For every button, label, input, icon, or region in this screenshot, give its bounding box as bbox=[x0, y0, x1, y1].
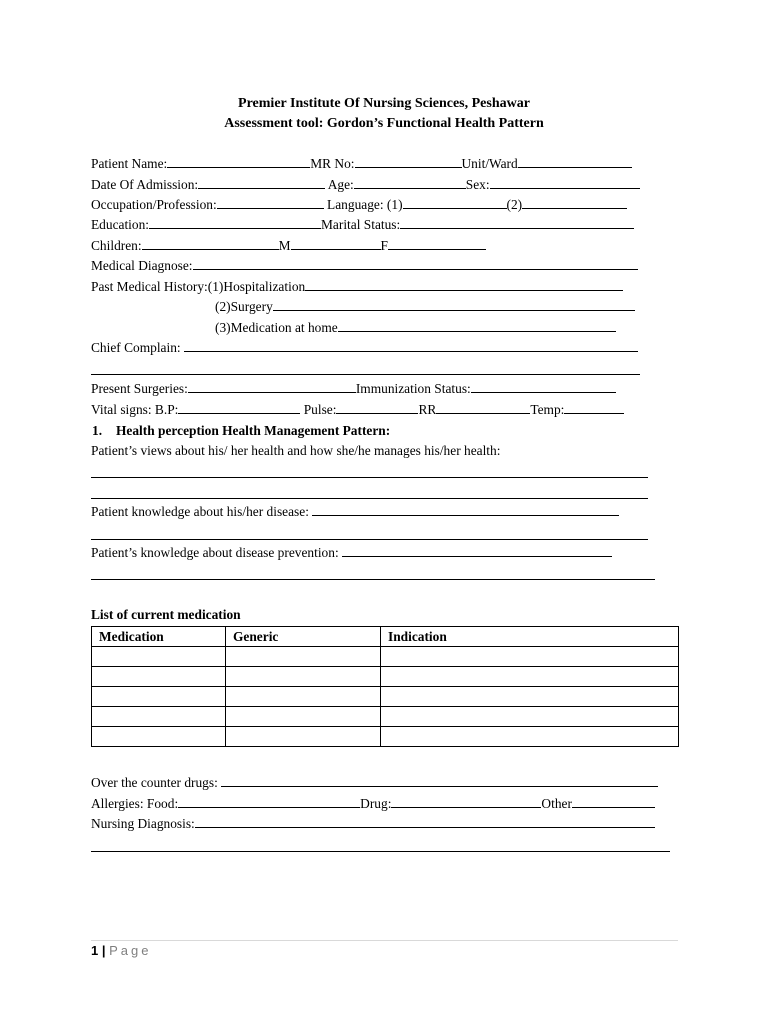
children-field[interactable] bbox=[142, 237, 279, 250]
form-title: Assessment tool: Gordon’s Functional Health Pattern bbox=[224, 116, 544, 131]
nursing-diagnosis-line[interactable] bbox=[91, 851, 670, 852]
section-1-title: Health perception Health Management Pattern: bbox=[116, 423, 391, 438]
footer-divider bbox=[91, 940, 678, 941]
table-row bbox=[92, 727, 679, 747]
table-row bbox=[92, 687, 679, 707]
language-label: Language: (1) bbox=[323, 197, 403, 212]
pulse-label: Pulse: bbox=[300, 402, 337, 417]
page-number: 1 bbox=[91, 943, 99, 958]
generic-cell[interactable] bbox=[226, 687, 381, 707]
allergies-row bbox=[91, 795, 655, 813]
disease-knowledge-row bbox=[91, 503, 619, 521]
allergies-other-field[interactable] bbox=[572, 795, 655, 808]
female-label: F bbox=[380, 238, 388, 253]
bp-field[interactable] bbox=[178, 401, 300, 414]
past-history-label: Past Medical History:(1)Hospitalization bbox=[91, 279, 306, 294]
chief-complain-line[interactable] bbox=[91, 374, 640, 375]
surgery-label: (2)Surgery bbox=[215, 299, 273, 314]
medication-table bbox=[91, 626, 679, 747]
nursing-diagnosis-label: Nursing Diagnosis: bbox=[91, 816, 195, 831]
medication-home-field[interactable] bbox=[338, 319, 616, 332]
section-1-heading bbox=[92, 422, 391, 440]
generic-cell[interactable] bbox=[226, 667, 381, 687]
allergies-drug-field[interactable] bbox=[391, 795, 541, 808]
patient-name-row bbox=[91, 155, 632, 173]
mr-no-field[interactable] bbox=[355, 155, 462, 168]
column-header-medication: Medication bbox=[92, 627, 226, 647]
surgery-row bbox=[215, 298, 635, 316]
education-field[interactable] bbox=[149, 216, 321, 229]
indication-cell[interactable] bbox=[381, 687, 679, 707]
temp-label: Temp: bbox=[530, 402, 565, 417]
otc-drugs-field[interactable] bbox=[221, 774, 658, 787]
medication-table-title: List of current medication bbox=[91, 607, 241, 622]
medical-diagnose-row bbox=[91, 257, 638, 275]
female-field[interactable] bbox=[388, 237, 486, 250]
indication-cell[interactable] bbox=[381, 707, 679, 727]
column-header-indication: Indication bbox=[381, 627, 679, 647]
allergies-drug-label: Drug: bbox=[360, 796, 392, 811]
patient-name-field[interactable] bbox=[167, 155, 310, 168]
education-row bbox=[91, 216, 634, 234]
disease-prevention-label: Patient’s knowledge about disease prevention: bbox=[91, 545, 343, 560]
allergies-food-label: Allergies: Food: bbox=[91, 796, 179, 811]
medication-cell[interactable] bbox=[92, 707, 226, 727]
indication-cell[interactable] bbox=[381, 667, 679, 687]
medication-cell[interactable] bbox=[92, 667, 226, 687]
page-label: Page bbox=[109, 943, 152, 958]
children-label: Children: bbox=[91, 238, 142, 253]
institute-title: Premier Institute Of Nursing Sciences, Peshawar bbox=[238, 96, 530, 111]
language1-field[interactable] bbox=[403, 196, 507, 209]
admission-row bbox=[91, 176, 640, 194]
chief-complain-row bbox=[91, 339, 638, 357]
disease-knowledge-field[interactable] bbox=[312, 503, 619, 516]
indication-cell[interactable] bbox=[381, 647, 679, 667]
date-admission-label: Date Of Admission: bbox=[91, 177, 199, 192]
language2-field[interactable] bbox=[522, 196, 627, 209]
surgery-field[interactable] bbox=[273, 298, 635, 311]
vital-signs-row bbox=[91, 401, 624, 419]
indication-cell[interactable] bbox=[381, 727, 679, 747]
occupation-label: Occupation/Profession: bbox=[91, 197, 217, 212]
disease-knowledge-line[interactable] bbox=[91, 539, 648, 540]
generic-cell[interactable] bbox=[226, 727, 381, 747]
immunization-field[interactable] bbox=[471, 380, 616, 393]
children-row bbox=[91, 237, 486, 255]
health-views-question: Patient’s views about his/ her health and how she/he manages his/her health: bbox=[91, 443, 501, 458]
occupation-row bbox=[91, 196, 627, 214]
occupation-field[interactable] bbox=[217, 196, 324, 209]
nursing-diagnosis-field[interactable] bbox=[195, 815, 655, 828]
age-field[interactable] bbox=[354, 176, 466, 189]
medication-cell[interactable] bbox=[92, 727, 226, 747]
immunization-label: Immunization Status: bbox=[355, 381, 471, 396]
unit-ward-field[interactable] bbox=[518, 155, 632, 168]
otc-drugs-row bbox=[91, 774, 658, 792]
chief-complain-label: Chief Complain: bbox=[91, 340, 184, 355]
age-label: Age: bbox=[325, 177, 354, 192]
medication-cell[interactable] bbox=[92, 647, 226, 667]
table-row bbox=[92, 647, 679, 667]
pulse-field[interactable] bbox=[336, 401, 418, 414]
patient-name-label: Patient Name: bbox=[91, 156, 168, 171]
temp-field[interactable] bbox=[564, 401, 624, 414]
generic-cell[interactable] bbox=[226, 647, 381, 667]
health-views-line-2[interactable] bbox=[91, 498, 648, 499]
allergies-other-label: Other bbox=[541, 796, 572, 811]
sex-field[interactable] bbox=[490, 176, 640, 189]
generic-cell[interactable] bbox=[226, 707, 381, 727]
medication-home-label: (3)Medication at home bbox=[215, 320, 338, 335]
medication-cell[interactable] bbox=[92, 687, 226, 707]
page-separator: | bbox=[98, 943, 110, 958]
mr-no-label: MR No: bbox=[310, 156, 355, 171]
rr-field[interactable] bbox=[436, 401, 530, 414]
rr-label: RR bbox=[418, 402, 437, 417]
date-admission-field[interactable] bbox=[198, 176, 325, 189]
page-footer bbox=[91, 943, 151, 958]
language2-label: (2) bbox=[506, 197, 523, 212]
otc-drugs-label: Over the counter drugs: bbox=[91, 775, 222, 790]
chief-complain-field[interactable] bbox=[184, 339, 638, 352]
present-surgeries-row bbox=[91, 380, 616, 398]
education-label: Education: bbox=[91, 217, 150, 232]
nursing-diagnosis-row bbox=[91, 815, 655, 833]
column-header-generic: Generic bbox=[226, 627, 381, 647]
present-surgeries-label: Present Surgeries: bbox=[91, 381, 188, 396]
marital-label: Marital Status: bbox=[321, 217, 401, 232]
unit-ward-label: Unit/Ward bbox=[461, 156, 518, 171]
disease-knowledge-label: Patient knowledge about his/her disease: bbox=[91, 504, 313, 519]
past-history-row bbox=[91, 278, 623, 296]
marital-field[interactable] bbox=[400, 216, 634, 229]
disease-prevention-row bbox=[91, 544, 612, 562]
male-field[interactable] bbox=[291, 237, 381, 250]
disease-prevention-line[interactable] bbox=[91, 579, 655, 580]
present-surgeries-field[interactable] bbox=[188, 380, 356, 393]
sex-label: Sex: bbox=[465, 177, 490, 192]
medical-diagnose-label: Medical Diagnose: bbox=[91, 258, 193, 273]
vital-signs-label: Vital signs: B.P: bbox=[91, 402, 179, 417]
section-1-number: 1. bbox=[92, 423, 103, 438]
medical-diagnose-field[interactable] bbox=[193, 257, 638, 270]
table-header-row bbox=[92, 627, 679, 647]
medication-home-row bbox=[215, 319, 616, 337]
disease-prevention-field[interactable] bbox=[342, 544, 612, 557]
allergies-food-field[interactable] bbox=[178, 795, 360, 808]
hospitalization-field[interactable] bbox=[305, 278, 623, 291]
table-row bbox=[92, 667, 679, 687]
table-row bbox=[92, 707, 679, 727]
male-label: M bbox=[278, 238, 291, 253]
health-views-line-1[interactable] bbox=[91, 477, 648, 478]
